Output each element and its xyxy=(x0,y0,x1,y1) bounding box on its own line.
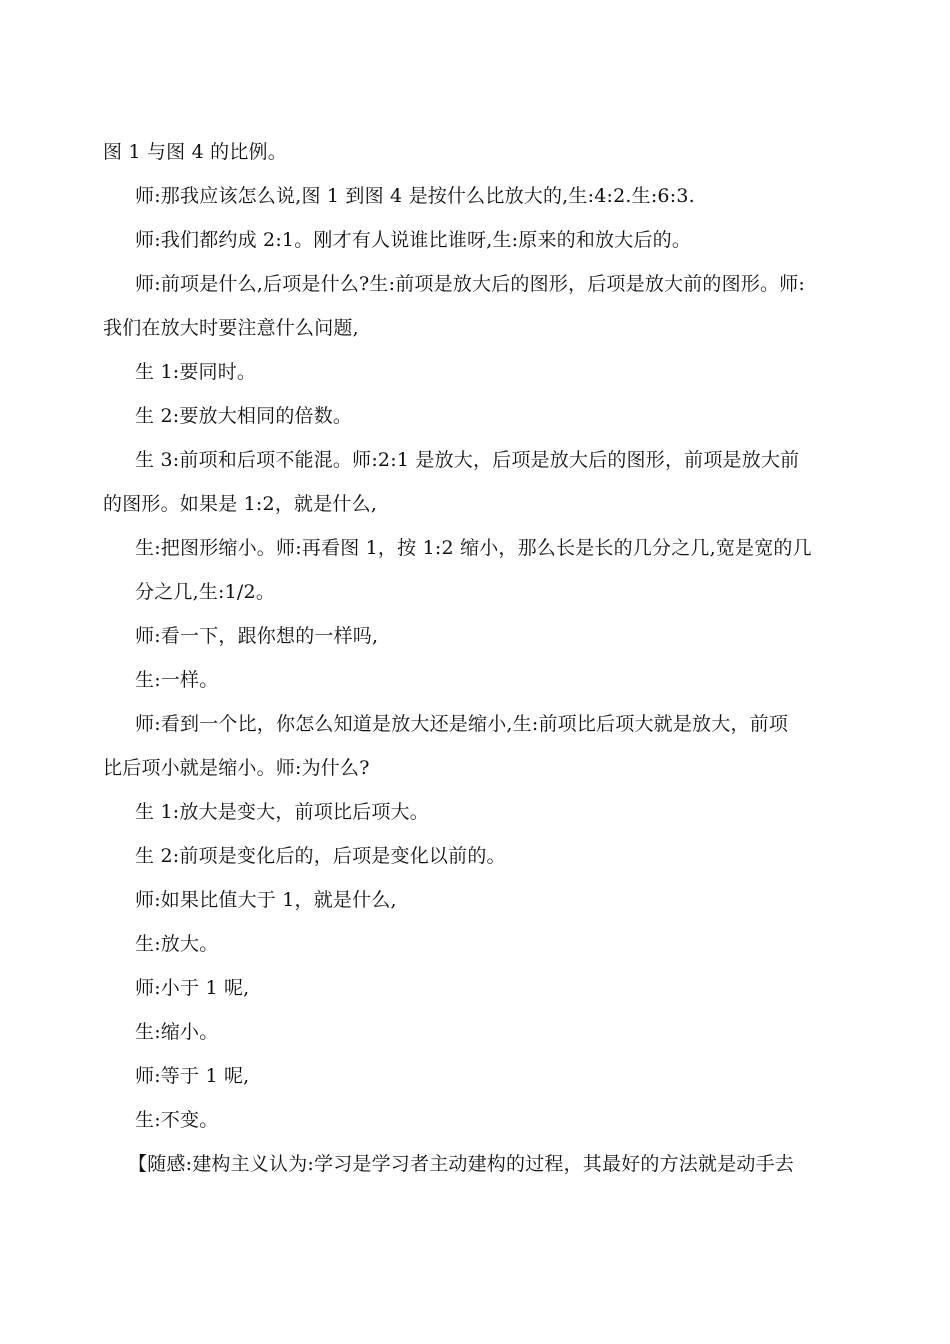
text-line: 师:等于 1 呢, xyxy=(135,1065,250,1087)
text-line: 我们在放大时要注意什么问题, xyxy=(103,317,359,339)
text-line: 生 2:要放大相同的倍数。 xyxy=(135,405,353,427)
text-line: 比后项小就是缩小。师:为什么? xyxy=(103,757,370,779)
text-line: 【随感:建构主义认为:学习是学习者主动建构的过程，其最好的方法就是动手去 xyxy=(128,1153,795,1175)
text-line: 生 3:前项和后项不能混。师:2:1 是放大，后项是放大后的图形，前项是放大前 xyxy=(135,449,800,471)
text-line: 师:那我应该怎么说,图 1 到图 4 是按什么比放大的,生:4:2.生:6:3. xyxy=(135,185,695,207)
text-line: 的图形。如果是 1:2，就是什么, xyxy=(103,493,378,515)
text-line: 生 1:要同时。 xyxy=(135,361,257,383)
text-line: 分之几,生:1/2。 xyxy=(135,581,276,603)
text-line: 师:小于 1 呢, xyxy=(135,977,250,999)
text-line: 师:如果比值大于 1，就是什么, xyxy=(135,889,397,911)
text-line: 生:不变。 xyxy=(135,1109,219,1131)
text-line: 生:把图形缩小。师:再看图 1，按 1:2 缩小，那么长是长的几分之几,宽是宽的几 xyxy=(135,537,812,559)
text-line: 生:放大。 xyxy=(135,933,219,955)
text-line: 师:看到一个比，你怎么知道是放大还是缩小,生:前项比后项大就是放大，前项 xyxy=(135,713,789,735)
text-line: 师:我们都约成 2:1。刚才有人说谁比谁呀,生:原来的和放大后的。 xyxy=(135,229,692,251)
text-line: 师:前项是什么,后项是什么?生:前项是放大后的图形，后项是放大前的图形。师: xyxy=(135,273,806,295)
text-line: 生:一样。 xyxy=(135,669,219,691)
text-line: 图 1 与图 4 的比例。 xyxy=(103,141,287,163)
text-line: 生 1:放大是变大，前项比后项大。 xyxy=(135,801,429,823)
text-line: 生:缩小。 xyxy=(135,1021,219,1043)
text-line: 师:看一下，跟你想的一样吗, xyxy=(135,625,379,647)
text-line: 生 2:前项是变化后的，后项是变化以前的。 xyxy=(135,845,506,867)
